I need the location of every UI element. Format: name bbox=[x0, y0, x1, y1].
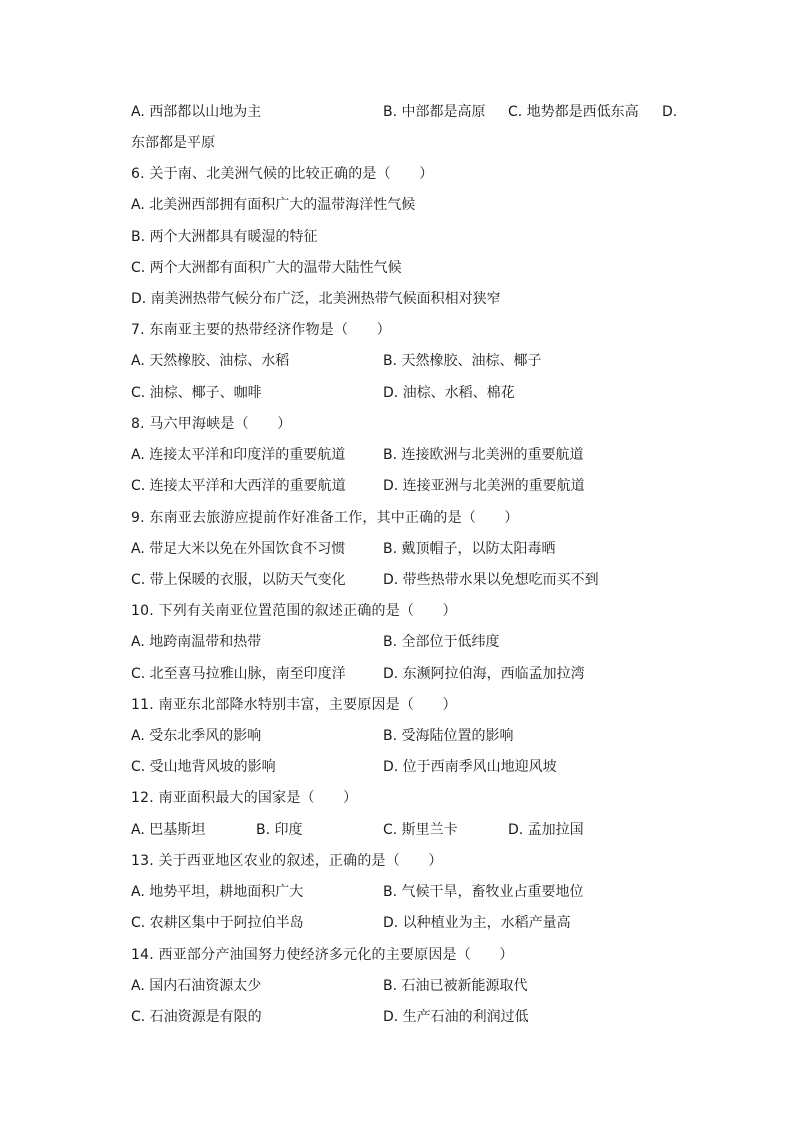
q6-option-b: B. 两个大洲都具有暖湿的特征 bbox=[131, 229, 318, 245]
q12-option-c: C. 斯里兰卡 bbox=[383, 822, 458, 838]
q9-option-b: B. 戴顶帽子，以防太阳毒晒 bbox=[383, 541, 556, 557]
q7-option-b: B. 天然橡胶、油棕、椰子 bbox=[383, 353, 542, 369]
q8-option-b: B. 连接欧洲与北美洲的重要航道 bbox=[383, 447, 584, 463]
q7-option-d: D. 油棕、水稻、棉花 bbox=[383, 385, 515, 401]
q13-option-c: C. 农耕区集中于阿拉伯半岛 bbox=[131, 915, 304, 931]
q11-option-a: A. 受东北季风的影响 bbox=[131, 728, 262, 744]
q5-option-a: A. 西部都以山地为主 bbox=[131, 104, 262, 120]
q10-option-d: D. 东濒阿拉伯海，西临孟加拉湾 bbox=[383, 666, 585, 682]
q6-option-d: D. 南美洲热带气候分布广泛，北美洲热带气候面积相对狭窄 bbox=[131, 291, 501, 307]
q11-stem: 11. 南亚东北部降水特别丰富，主要原因是（ ） bbox=[131, 697, 457, 713]
q6-option-c: C. 两个大洲都有面积广大的温带大陆性气候 bbox=[131, 260, 402, 276]
q7-stem: 7. 东南亚主要的热带经济作物是（ ） bbox=[131, 322, 391, 338]
q14-option-a: A. 国内石油资源太少 bbox=[131, 978, 262, 994]
q9-option-d: D. 带些热带水果以免想吃而买不到 bbox=[383, 572, 599, 588]
q14-option-c: C. 石油资源是有限的 bbox=[131, 1009, 262, 1025]
q12-option-a: A. 巴基斯坦 bbox=[131, 822, 206, 838]
q13-option-a: A. 地势平坦，耕地面积广大 bbox=[131, 884, 304, 900]
q5-option-d-label: D. bbox=[662, 104, 678, 120]
q12-option-b: B. 印度 bbox=[256, 822, 303, 838]
q5-option-d-cont: 东部都是平原 bbox=[131, 135, 215, 151]
q10-option-c: C. 北至喜马拉雅山脉，南至印度洋 bbox=[131, 666, 346, 682]
q10-option-a: A. 地跨南温带和热带 bbox=[131, 634, 262, 650]
q12-option-d: D. 孟加拉国 bbox=[508, 822, 584, 838]
q8-option-d: D. 连接亚洲与北美洲的重要航道 bbox=[383, 478, 585, 494]
q11-option-d: D. 位于西南季风山地迎风坡 bbox=[383, 759, 557, 775]
q7-option-c: C. 油棕、椰子、咖啡 bbox=[131, 385, 262, 401]
q13-option-d: D. 以种植业为主，水稻产量高 bbox=[383, 915, 571, 931]
q11-option-c: C. 受山地背风坡的影响 bbox=[131, 759, 276, 775]
q8-option-c: C. 连接太平洋和大西洋的重要航道 bbox=[131, 478, 346, 494]
q6-option-a: A. 北美洲西部拥有面积广大的温带海洋性气候 bbox=[131, 197, 416, 213]
q9-option-a: A. 带足大米以免在外国饮食不习惯 bbox=[131, 541, 346, 557]
q8-stem: 8. 马六甲海峡是（ ） bbox=[131, 416, 292, 432]
q13-option-b: B. 气候干旱，畜牧业占重要地位 bbox=[383, 884, 584, 900]
q6-stem: 6. 关于南、北美洲气候的比较正确的是（ ） bbox=[131, 166, 434, 182]
q5-option-b: B. 中部都是高原 bbox=[383, 104, 486, 120]
q14-option-d: D. 生产石油的利润过低 bbox=[383, 1009, 529, 1025]
q5-option-c: C. 地势都是西低东高 bbox=[508, 104, 639, 120]
q7-option-a: A. 天然橡胶、油棕、水稻 bbox=[131, 353, 290, 369]
q14-option-b: B. 石油已被新能源取代 bbox=[383, 978, 528, 994]
q13-stem: 13. 关于西亚地区农业的叙述，正确的是（ ） bbox=[131, 853, 443, 869]
q10-stem: 10. 下列有关南亚位置范围的叙述正确的是（ ） bbox=[131, 603, 457, 619]
q14-stem: 14. 西亚部分产油国努力使经济多元化的主要原因是（ ） bbox=[131, 947, 514, 963]
q10-option-b: B. 全部位于低纬度 bbox=[383, 634, 500, 650]
q8-option-a: A. 连接太平洋和印度洋的重要航道 bbox=[131, 447, 346, 463]
q12-stem: 12. 南亚面积最大的国家是（ ） bbox=[131, 790, 358, 806]
q9-stem: 9. 东南亚去旅游应提前作好准备工作，其中正确的是（ ） bbox=[131, 510, 519, 526]
q11-option-b: B. 受海陆位置的影响 bbox=[383, 728, 514, 744]
q9-option-c: C. 带上保暖的衣服，以防天气变化 bbox=[131, 572, 346, 588]
